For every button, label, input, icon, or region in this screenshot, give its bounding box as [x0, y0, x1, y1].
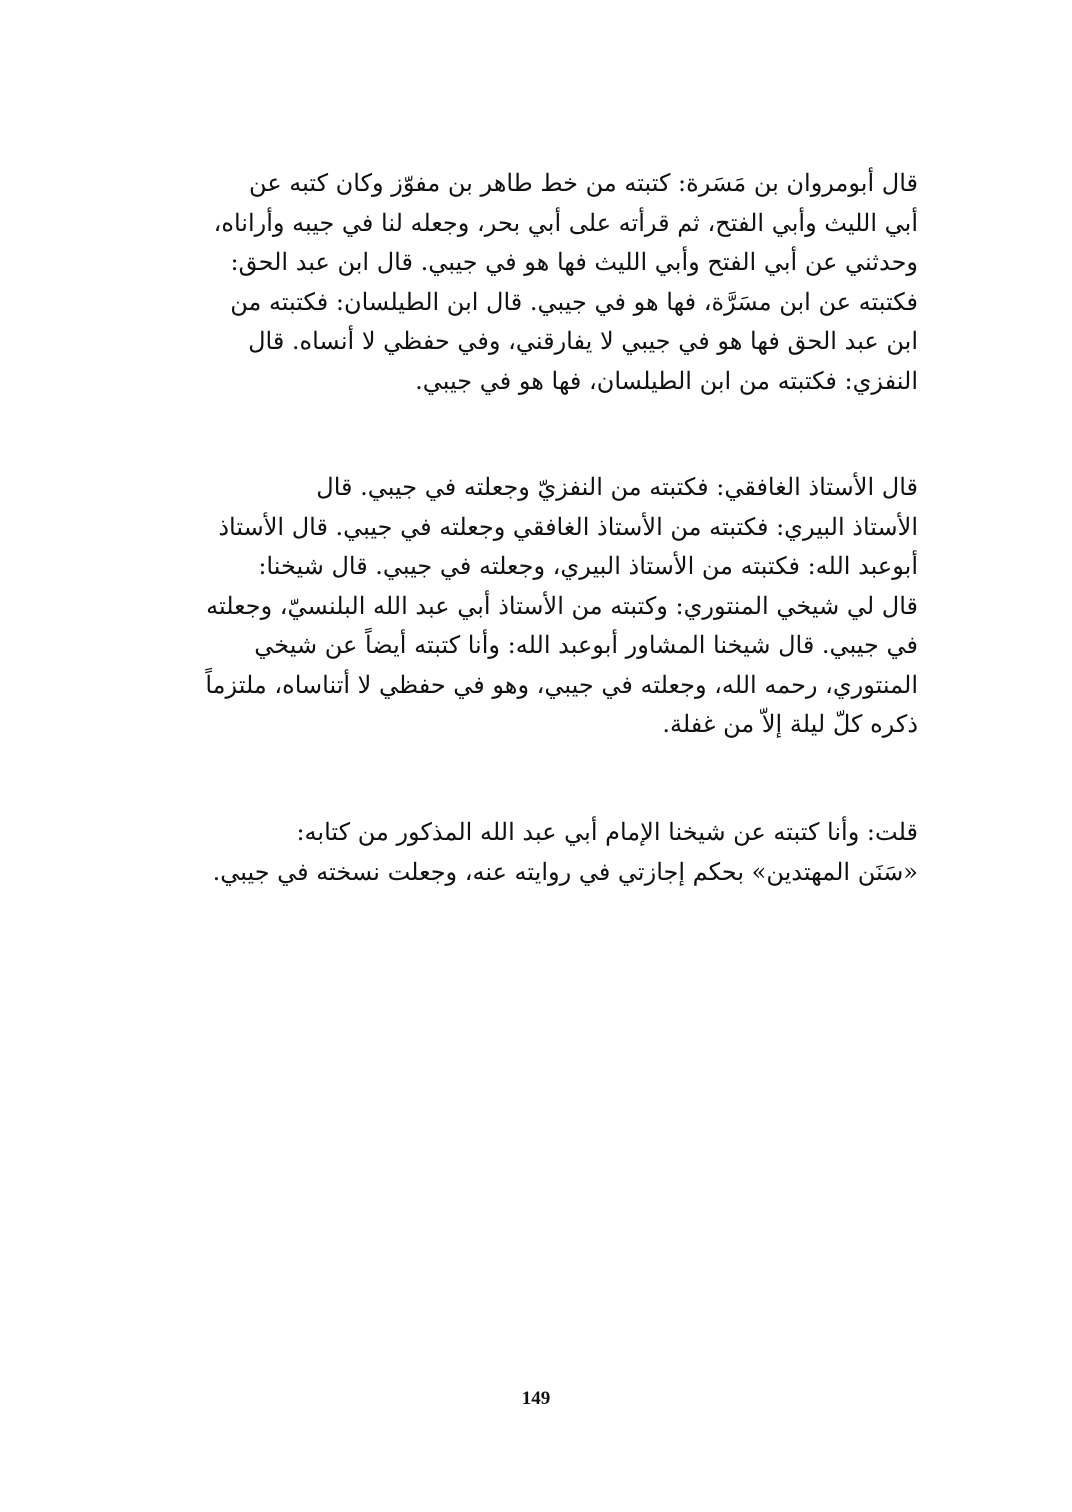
paragraph — [170, 164, 918, 401]
text-line: قال الأستاذ الغافقي: فكتبته من النفزيّ وجعلته في جيبي. قال — [316, 473, 918, 501]
paragraph — [170, 468, 918, 745]
text-line: النفزي: فكتبته من ابن الطيلسان، فها هو في جيبي. — [415, 366, 918, 395]
text-line: وحدثني عن أبي الفتح وأبي الليث فها هو في جيبي. قال ابن عبد الحق: — [230, 248, 918, 276]
text-line: فكتبته عن ابن مسَرَّة، فها هو في جيبي. قال ابن الطيلسان: فكتبته من — [230, 287, 918, 316]
paragraph — [170, 813, 918, 892]
text-line: قلت: وأنا كتبته عن شيخنا الإمام أبي عبد الله المذكور من كتابه: — [296, 818, 918, 846]
text-line: في جيبي. قال شيخنا المشاور أبوعبد الله: وأنا كتبته أيضاً عن شيخي — [254, 631, 918, 659]
text-line: ذكره كلّ ليلة إلاّ من غفلة. — [662, 710, 918, 738]
text-line: المنتوري، رحمه الله، وجعلته في جيبي، وهو في حفظي لا أتناساه، ملتزماً — [205, 670, 918, 699]
text-line: الأستاذ البيري: فكتبته من الأستاذ الغافقي وجعلته في جيبي. قال الأستاذ — [218, 512, 918, 541]
text-line: أبي الليث وأبي الفتح، ثم قرأته على أبي بحر، وجعله لنا في جيبه وأراناه، — [213, 208, 918, 237]
page-number: 149 — [521, 1388, 551, 1409]
text-line: قال أبومروان بن مَسَرة: كتبته من خط طاهر بن مفوّز وكان كتبه عن — [249, 169, 918, 197]
text-line: قال لي شيخي المنتوري: وكتبته من الأستاذ أبي عبد الله البلنسيّ، وجعلته — [206, 591, 918, 620]
text-line: ابن عبد الحق فها هو في جيبي لا يفارقني، وفي حفظي لا أنساه. قال — [248, 327, 918, 355]
text-line: أبوعبد الله: فكتبته من الأستاذ البيري، وجعلته في جيبي. قال شيخنا: — [258, 552, 918, 580]
text-line: «سَنَن المهتدين» بحكم إجازتي في روايته عنه، وجعلت نسخته في جيبي. — [212, 857, 918, 886]
